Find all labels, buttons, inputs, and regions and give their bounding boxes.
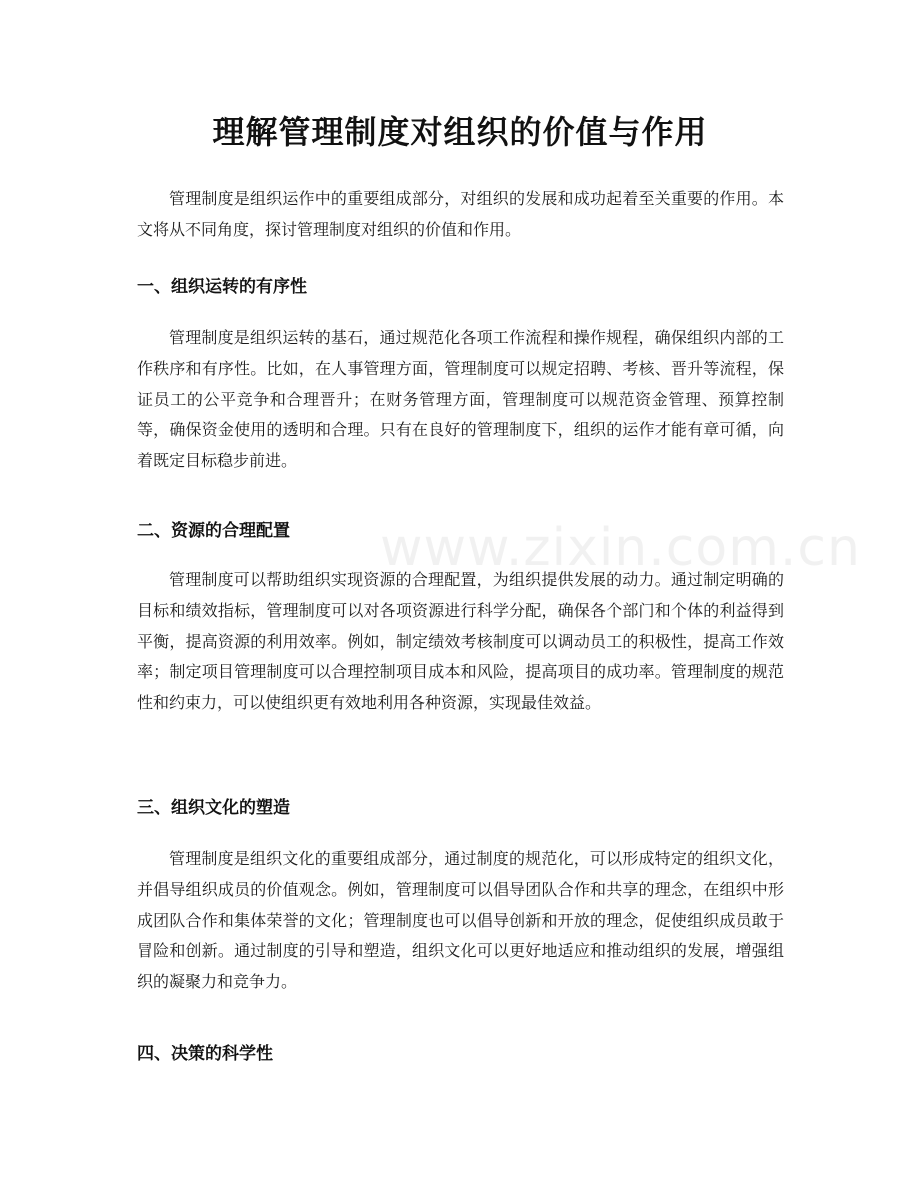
section-2-body: 管理制度可以帮助组织实现资源的合理配置，为组织提供发展的动力。通过制定明确的目标和绩效指标，管理制度可以对各项资源进行科学分配，确保各个部门和个体的利益得到平衡，提高资源的利用效率。例如，制定绩效考核制度可以调动员工的积极性，提高工作效率；制定项目管理制度可以合理控制项目成本和风险，提高项目的成功率。管理制度的规范性和约束力，可以使组织更有效地利用各种资源，实现最佳效益。 [137,570,784,713]
intro-paragraph: 管理制度是组织运作中的重要组成部分，对组织的发展和成功起着至关重要的作用。本文将从不同角度，探讨管理制度对组织的价值和作用。 [137,189,784,239]
section-1-body: 管理制度是组织运转的基石，通过规范化各项工作流程和操作规程，确保组织内部的工作秩序和有序性。比如，在人事管理方面，管理制度可以规定招聘、考核、晋升等流程，保证员工的公平竞争和合理晋升；在财务管理方面，管理制度可以规范资金管理、预算控制等，确保资金使用的透明和合理。只有在良好的管理制度下，组织的运作才能有章可循，向着既定目标稳步前进。 [137,328,784,471]
section-3-body: 管理制度是组织文化的重要组成部分，通过制度的规范化，可以形成特定的组织文化，并倡导组织成员的价值观念。例如，管理制度可以倡导团队合作和共享的理念，在组织中形成团队合作和集体荣誉的文化；管理制度也可以倡导创新和开放的理念，促使组织成员敢于冒险和创新。通过制度的引导和塑造，组织文化可以更好地适应和推动组织的发展，增强组织的凝聚力和竞争力。 [137,849,784,992]
section-3-heading: 三、组织文化的塑造 [137,798,290,818]
section-4-heading: 四、决策的科学性 [137,1044,273,1064]
site-watermark: www.zixin.com.cn [380,518,861,578]
document-title: 理解管理制度对组织的价值与作用 [212,113,708,151]
section-1-heading: 一、组织运转的有序性 [137,277,307,297]
section-2-heading: 二、资源的合理配置 [137,521,290,541]
